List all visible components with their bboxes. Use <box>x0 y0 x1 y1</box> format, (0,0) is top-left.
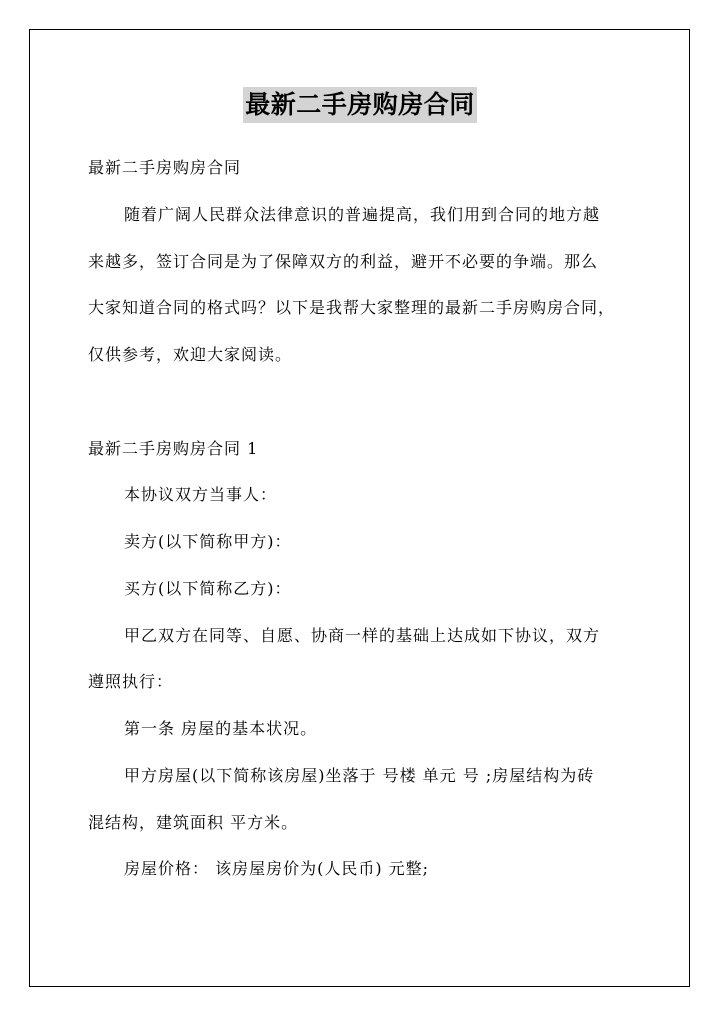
contract-line: 混结构，建筑面积 平方米。 <box>88 813 299 832</box>
article-heading: 第一条 房屋的基本状况。 <box>124 719 318 738</box>
section-heading: 最新二手房购房合同 1 <box>88 439 259 458</box>
subtitle: 最新二手房购房合同 <box>88 158 242 177</box>
title-container <box>0 87 720 123</box>
intro-paragraph-line: 随着广阔人民群众法律意识的普遍提高，我们用到合同的地方越 <box>124 205 601 224</box>
contract-line: 本协议双方当事人： <box>124 485 278 504</box>
contract-line: 买方(以下简称乙方)： <box>124 579 292 598</box>
contract-line: 甲方房屋(以下简称该房屋)坐落于 号楼 单元 号 ;房屋结构为砖 <box>124 766 595 785</box>
intro-paragraph-line: 大家知道合同的格式吗？以下是我帮大家整理的最新二手房购房合同， <box>88 298 616 317</box>
contract-line: 遵照执行： <box>88 672 174 691</box>
contract-line: 甲乙双方在同等、自愿、协商一样的基础上达成如下协议，双方 <box>124 626 601 645</box>
contract-line: 卖方(以下简称甲方)： <box>124 532 292 551</box>
contract-line: 房屋价格： 该房屋房价为(人民币) 元整; <box>124 859 430 878</box>
document-title: 最新二手房购房合同 <box>243 87 477 123</box>
intro-paragraph-line: 仅供参考，欢迎大家阅读。 <box>88 345 293 364</box>
intro-paragraph-line: 来越多，签订合同是为了保障双方的利益，避开不必要的争端。那么 <box>88 252 599 271</box>
